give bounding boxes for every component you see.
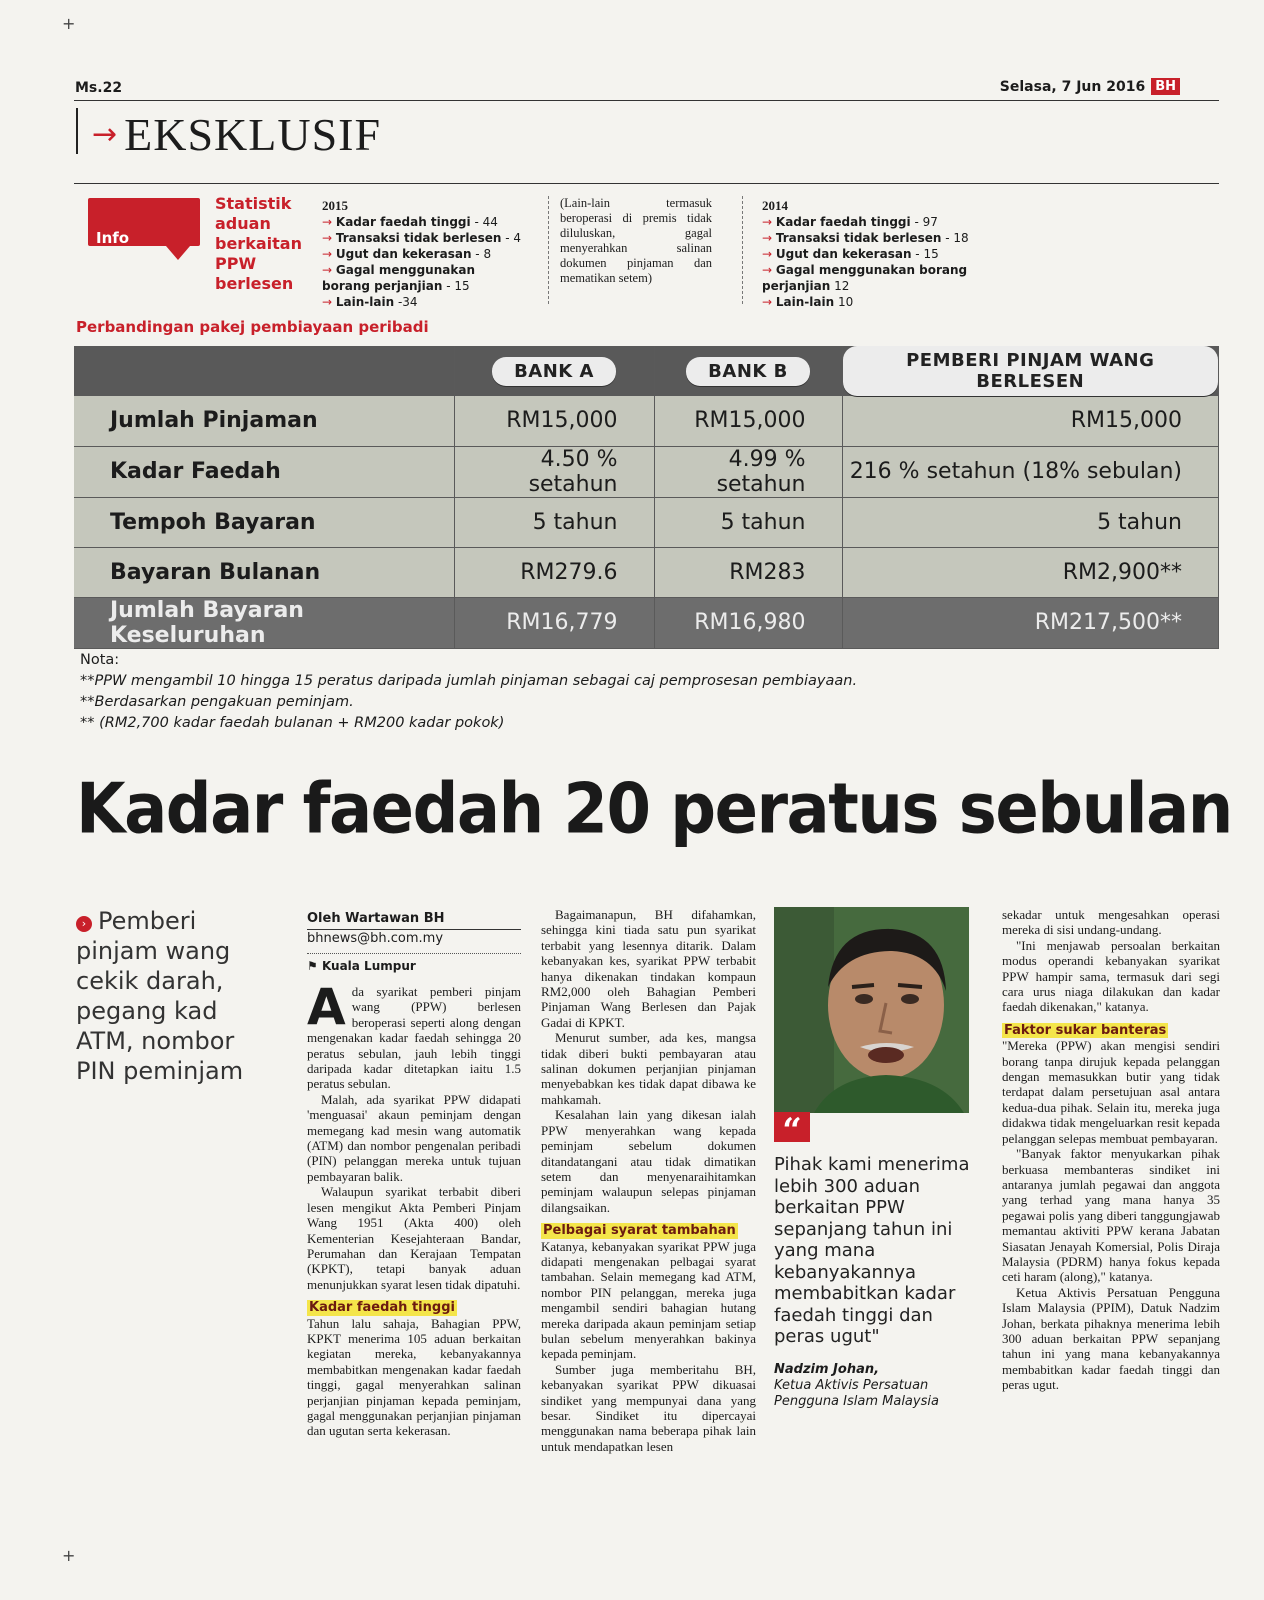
column-label-bank-b: BANK B (686, 357, 810, 386)
section-title (92, 108, 381, 161)
table-cell: RM15,000 (842, 396, 1219, 446)
table-cell: 5 tahun (654, 497, 842, 547)
info-label: Info (96, 229, 130, 247)
notes-heading: Nota: (80, 652, 120, 668)
stats-item: → Gagal menggunakan borang perjanjian 12 (762, 263, 968, 293)
row-label: Jumlah Bayaran Keseluruhan (74, 597, 454, 648)
arrow-bullet-icon: › (76, 916, 92, 932)
table-cell: 4.50 % setahun (454, 446, 654, 497)
paragraph: "Ini menjawab persoalan berkaitan modus operandi kebanyakan syarikat PPW hampir sama, termasuk dari segi cara urus niaga dilakukan dan kadar faedah dikenakan," katanya. (1002, 937, 1220, 1015)
stats-item: → Kadar faedah tinggi - 44 (322, 215, 498, 229)
stats-item: → Ugut dan kekerasan - 8 (322, 247, 492, 261)
publication-date: Selasa, 7 Jun 2016 (999, 78, 1146, 95)
paragraph: "Banyak faktor menyukarkan pihak berkuasa membanteras sindiket ini antaranya jumlah pegawai dan anggota yang terhad yang mana hanya 35 pegawai polis yang diberi tanggungjawab memantau aktiviti PPW kerana Jabatan Siasatan Jenayah Komersial, Polis Diraja Malaysia (PDRM) hanya fokus kepada ceti haram (along)," katanya. (1002, 1146, 1220, 1285)
headline: Kadar faedah 20 peratus sebulan (76, 770, 1232, 850)
quote-icon: “ (774, 1112, 810, 1142)
info-title: Statistik aduan berkaitan PPW berlesen (215, 194, 302, 293)
pull-quote: Pihak kami menerima lebih 300 aduan berkaitan PPW sepanjang tahun ini yang mana kebanyakannya membabitkan kadar faedah tinggi dan peras ugut" (774, 1154, 970, 1347)
arrow-right-icon: → (92, 117, 119, 152)
table-cell: RM16,779 (454, 597, 654, 648)
note-line: **PPW mengambil 10 hingga 15 peratus daripada jumlah pinjaman sebagai caj pemprosesan pembiayaan. (80, 673, 858, 689)
comparison-table (74, 346, 1219, 649)
byline-email: bhnews@bh.com.my (307, 931, 444, 946)
date-line (1000, 78, 1180, 95)
paragraph: Tahun lalu sahaja, Bahagian PPW, KPKT menerima 105 aduan berkaitan kegiatan mereka, kebanyakannya membabitkan mengenakan kadar faedah tinggi, gagal menyerahkan salinan perjanjian pinjaman kepada peminjam, gagal menggunakan perjanjian pinjaman dan ugutan serta kekerasan. (307, 1315, 521, 1439)
quote-role: Ketua Aktivis Persatuan Pengguna Islam Malaysia (774, 1378, 939, 1409)
table-header-cell (654, 346, 842, 396)
note-line: ** (RM2,700 kadar faedah bulanan + RM200 kadar pokok) (80, 715, 505, 731)
table-row (74, 547, 1219, 597)
table-cell: 216 % setahun (18% sebulan) (842, 446, 1219, 497)
subheading: Kadar faedah tinggi (309, 1300, 455, 1316)
table-cell: RM2,900** (842, 547, 1219, 597)
row-label: Tempoh Bayaran (74, 497, 454, 547)
table-notes (80, 650, 857, 734)
table-cell: RM217,500** (842, 597, 1219, 648)
stats-item: → Lain-lain 10 (762, 295, 854, 309)
row-label: Bayaran Bulanan (74, 547, 454, 597)
dateline: ⚑ Kuala Lumpur (307, 953, 521, 975)
stats-item: → Gagal menggunakan borang perjanjian - 15 (322, 263, 475, 293)
table-cell: 4.99 % setahun (654, 446, 842, 497)
row-label: Kadar Faedah (74, 446, 454, 497)
subheading: Pelbagai syarat tambahan (543, 1223, 736, 1239)
table-row (74, 446, 1219, 497)
table-total-row (74, 597, 1219, 648)
column-label-ppw: PEMBERI PINJAM WANG BERLESEN (843, 346, 1219, 396)
table-cell: 5 tahun (454, 497, 654, 547)
stats-year: 2015 (322, 198, 348, 213)
paragraph: Katanya, kebanyakan syarikat PPW juga didapati mengenakan pelbagai syarat tambahan. Selain memegang kad ATM, nombor PIN pelanggan, mereka juga mengambil sendiri bahagian hutang mereka daripada akaun peminjam setiap bulan sebelum menyerahkan bakinya kepada peminjam. (541, 1238, 756, 1362)
table-header-cell (454, 346, 654, 396)
divider (742, 196, 743, 304)
paragraph: Ada syarikat pemberi pinjam wang (PPW) berlesen beroperasi seperti along dengan mengenakan kadar faedah sehingga 20 peratus sebulan, jauh lebih tinggi daripada kadar ditetapkan iaitu 1.5 peratus sebulan. (307, 978, 521, 1092)
table-cell: RM279.6 (454, 547, 654, 597)
table-header-row (74, 346, 1219, 396)
note-line: **Berdasarkan pengakuan peminjam. (80, 694, 354, 710)
table-cell: RM15,000 (454, 396, 654, 446)
paragraph: "Mereka (PPW) akan mengisi sendiri borang tanpa dirujuk kepada pelanggan dengan memasukkan butir yang tidak terdapat dalam persetujuan asal antara kedua-dua pihak. Selain itu, mereka juga didakwa tidak mengeluarkan resit kepada pelanggan selepas membuat pembayaran. (1002, 1038, 1220, 1146)
table-cell: RM16,980 (654, 597, 842, 648)
byline (307, 910, 521, 975)
article-column-4 (1002, 907, 1220, 1393)
table-header-cell (842, 346, 1219, 396)
quote-attribution (774, 1362, 974, 1410)
stats-item: → Transaksi tidak berlesen - 4 (322, 231, 521, 245)
lede (76, 906, 276, 1086)
table-cell: RM283 (654, 547, 842, 597)
section-rule (74, 183, 1219, 184)
quote-name: Nadzim Johan, (774, 1362, 880, 1377)
table-cell: RM15,000 (654, 396, 842, 446)
paragraph: Walaupun syarikat terbabit diberi lesen mengikut Akta Pemberi Pinjam Wang 1951 (Akta 400) oleh Kementerian Kesejahteraan Bandar, Perumahan dan Kerajaan Tempatan (KPKT), tetapi banyak aduan menunjukkan syarat lesen tidak dipatuhi. (307, 1184, 521, 1292)
flag-icon: ⚑ (307, 959, 322, 973)
bh-logo: BH (1151, 78, 1180, 95)
article-column-1 (307, 978, 521, 1439)
byline-author: Oleh Wartawan BH (307, 910, 521, 930)
stats-item: → Ugut dan kekerasan - 15 (762, 247, 939, 261)
paragraph: Menurut sumber, ada kes, mangsa tidak diberi bukti pembayaran atau salinan dokumen perjanjian pinjaman menyebabkan kes tidak dapat dibawa ke mahkamah. (541, 1030, 756, 1107)
portrait-illustration (774, 907, 969, 1113)
stats-year: 2014 (762, 198, 788, 213)
stats-note: (Lain-lain termasuk beroperasi di premis tidak diluluskan, gagal menyerahkan salinan dokumen pinjaman dan mematikan setem) (560, 196, 712, 285)
stats-2014 (762, 198, 977, 310)
drop-cap: A (307, 978, 346, 1036)
subheading: Faktor sukar banteras (1004, 1022, 1167, 1038)
column-label-bank-a: BANK A (492, 357, 616, 386)
portrait-photo (774, 907, 969, 1113)
stats-2015 (322, 198, 527, 310)
stats-item: → Transaksi tidak berlesen - 18 (762, 231, 969, 245)
comparison-title: Perbandingan pakej pembiayaan peribadi (76, 318, 429, 336)
page-number: Ms.22 (75, 80, 123, 96)
table-row (74, 396, 1219, 446)
paragraph: Kesalahan lain yang dikesan ialah PPW menyerahkan wang kepada peminjam sebelum dokumen ditandatangani atau tidak dimatikan setem dan menyenaraihitamkan peminjam walaupun selepas pinjaman dilangsaikan. (541, 1107, 756, 1215)
section-bar (76, 108, 78, 154)
paragraph: Malah, ada syarikat PPW didapati 'menguasai' akaun peminjam dengan memegang kad mesin wang automatik (ATM) dan nombor pengenalan peribadi (PIN) pelanggan mereka untuk tujuan pembayaran balik. (307, 1091, 521, 1184)
paragraph: Ketua Aktivis Persatuan Pengguna Islam Malaysia (PPIM), Datuk Nadzim Johan, berkata pihaknya menerima lebih 300 aduan berkaitan PPW sepanjang tahun ini yang mana kebanyakannya membabitkan kadar faedah tinggi dan peras ugut. (1002, 1284, 1220, 1393)
header-rule (74, 100, 1219, 101)
table-cell: 5 tahun (842, 497, 1219, 547)
stats-item: → Lain-lain -34 (322, 295, 418, 309)
section-title-text: EKSKLUSIF (124, 109, 382, 160)
registration-mark: + (62, 14, 76, 33)
paragraph: sekadar untuk mengesahkan operasi mereka di sisi undang-undang. (1002, 907, 1220, 938)
stats-item: → Kadar faedah tinggi - 97 (762, 215, 938, 229)
table-header-empty (74, 346, 454, 396)
paragraph: Sumber juga memberitahu BH, kebanyakan syarikat PPW dikuasai sindiket yang mempunyai dana yang besar. Sindiket itu dipercayai menggunakan nama beberapa pihak lain untuk mendapatkan lesen (541, 1361, 756, 1454)
paragraph: Bagaimanapun, BH difahamkan, sehingga kini tiada satu pun syarikat terbabit yang lesennya ditarik. Dalam kebanyakan kes, syarikat PPW terbabit hanya dikenakan tindakan kompaun RM2,000 oleh Bahagian Pemberi Pinjaman Wang Berlesen dan Pajak Gadai di KPKT. (541, 907, 756, 1030)
divider (548, 196, 549, 304)
table-row (74, 497, 1219, 547)
row-label: Jumlah Pinjaman (74, 396, 454, 446)
article-column-2 (541, 907, 756, 1454)
lede-text: Pemberi pinjam wang cekik darah, pegang kad ATM, nombor PIN peminjam (76, 907, 244, 1085)
registration-mark: + (62, 1546, 76, 1565)
